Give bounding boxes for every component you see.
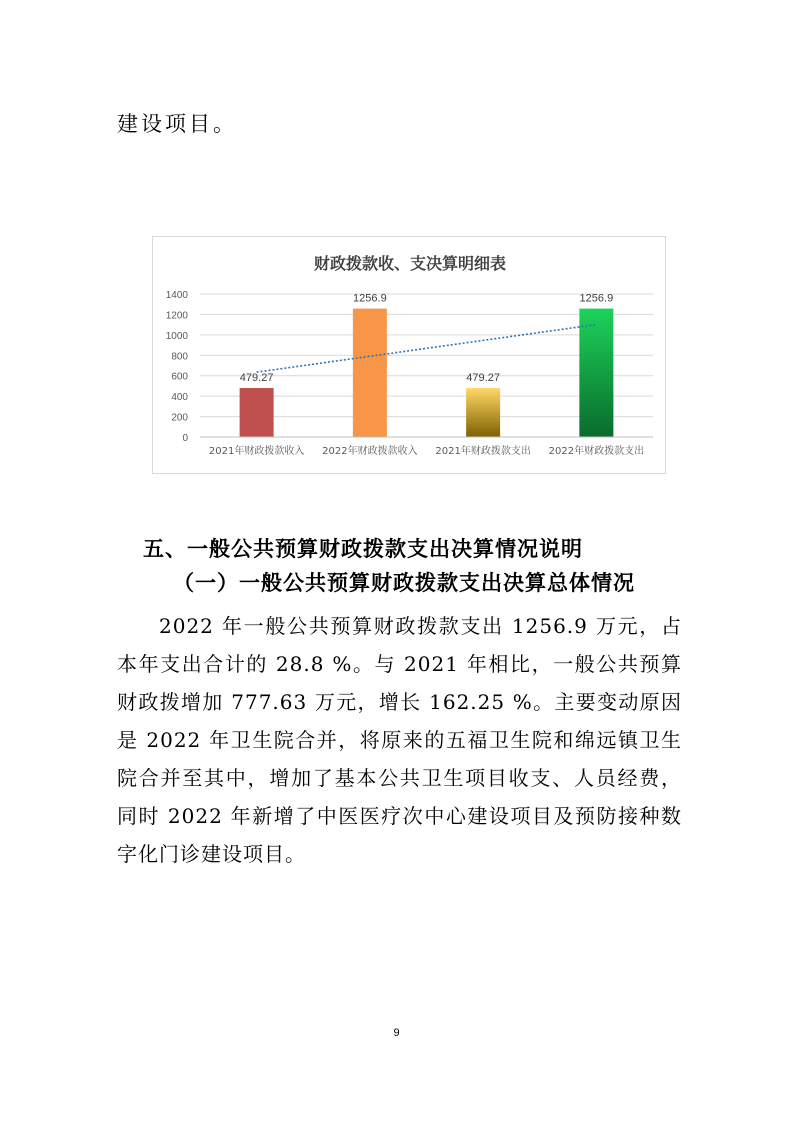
bar [353, 309, 387, 437]
bar [466, 388, 500, 437]
y-tick-label: 1200 [165, 310, 188, 322]
page-number: 9 [393, 1027, 400, 1039]
chart-title: 财政拨款收、支决算明细表 [313, 254, 507, 273]
data-label: 479.27 [466, 372, 500, 385]
section-heading: 五、一般公共预算财政拨款支出决算情况说明 [143, 536, 583, 561]
continued-text: 建设项目。 [117, 112, 237, 136]
bar [240, 388, 274, 437]
bar [579, 309, 613, 437]
body-paragraph: 2022 年一般公共预算财政拨款支出 1256.9 万元，占本年支出合计的 28.8 %。与 2021 年相比，一般公共预算财政拨增加 777.63 万元，增长 162.25 %。主要变动原因是 2022 年卫生院合并，将原来的五福卫生院和绵远镇卫生院合并至其中，增加了基本公共卫生项目收支、人员经费，同时 2022 年新增了中医医疗次中心建设项目及预防接种数字化门诊建设项目。 [117, 614, 682, 866]
y-tick-label: 400 [171, 392, 188, 404]
data-label: 1256.9 [353, 292, 387, 305]
data-label: 1256.9 [579, 292, 614, 305]
y-tick-label: 0 [182, 433, 188, 444]
budget-chart [152, 236, 666, 474]
y-tick-label: 600 [171, 371, 188, 383]
trend-line [257, 325, 597, 373]
y-tick-label: 200 [171, 412, 188, 424]
category-label: 2022年财政拨款支出 [548, 446, 645, 457]
chart-canvas [153, 237, 667, 475]
y-tick-label: 800 [171, 351, 188, 363]
category-label: 2021年财政拨款支出 [435, 446, 531, 457]
category-label: 2022年财政拨款收入 [322, 446, 418, 457]
subsection-heading: （一）一般公共预算财政拨款支出决算总体情况 [173, 570, 635, 595]
data-label: 479.27 [239, 372, 274, 385]
y-tick-label: 1000 [165, 330, 188, 342]
y-tick-label: 1400 [165, 290, 188, 301]
category-label: 2021年财政拨款收入 [208, 446, 305, 457]
